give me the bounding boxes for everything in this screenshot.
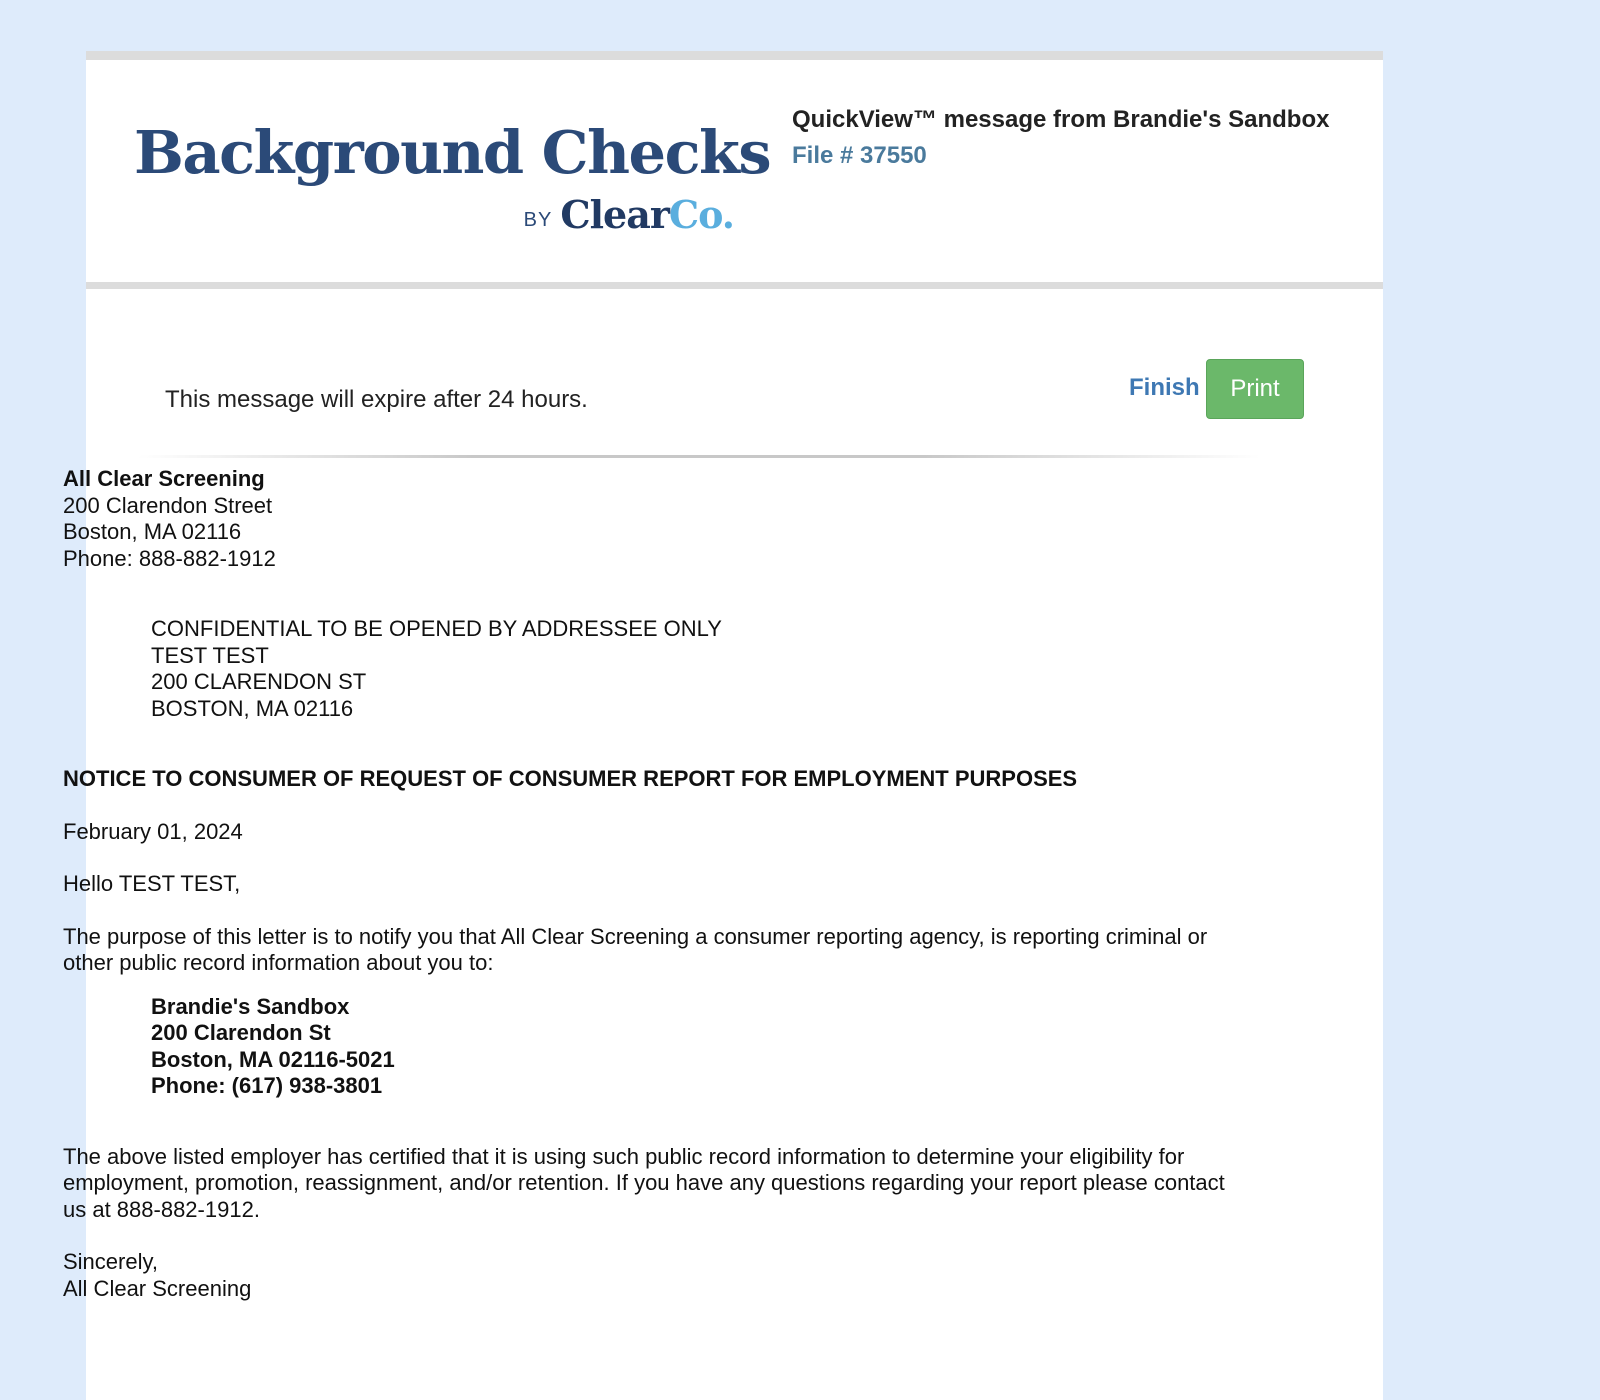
sender-name: All Clear Screening (63, 466, 265, 491)
logo-byline (524, 192, 734, 237)
sender-phone: Phone: 888-882-1912 (63, 545, 276, 571)
message-header (86, 60, 1383, 282)
confidential-label: CONFIDENTIAL TO BE OPENED BY ADDRESSEE ONLY (151, 616, 722, 641)
employer-phone: Phone: (617) 938-3801 (151, 1073, 383, 1098)
letter-body (63, 466, 1238, 1302)
finish-link[interactable]: Finish (1129, 374, 1200, 401)
recipient-address (63, 616, 1238, 722)
company-logo (134, 118, 771, 238)
divider (138, 455, 1260, 458)
employer-address (63, 994, 1238, 1100)
recipient-name: TEST TEST (151, 642, 269, 668)
employer-street: 200 Clarendon St (151, 1020, 331, 1045)
quickview-title: QuickView™ message from Brandie's Sandbox (792, 106, 1330, 133)
header-divider (86, 282, 1383, 289)
greeting: Hello TEST TEST, (63, 871, 241, 896)
action-bar (86, 289, 1383, 464)
signature: All Clear Screening (63, 1275, 252, 1301)
sender-city: Boston, MA 02116 (63, 519, 242, 544)
file-number: File # 37550 (792, 142, 927, 169)
sender-street: 200 Clarendon Street (63, 492, 273, 518)
paragraph-purpose: The purpose of this letter is to notify you that All Clear Screening a consumer reporting agency, is reporting criminal or other public record information about you to: (63, 923, 1208, 975)
employer-name: Brandie's Sandbox (151, 993, 350, 1019)
letter-date: February 01, 2024 (63, 818, 243, 844)
logo-clear: Clear (560, 192, 669, 237)
logo-by: BY (523, 209, 553, 231)
recipient-street: 200 CLARENDON ST (151, 669, 367, 694)
print-button[interactable]: Print (1206, 359, 1304, 419)
logo-title: Background Checks (134, 118, 771, 187)
closing: Sincerely, (63, 1249, 158, 1274)
recipient-city: BOSTON, MA 02116 (151, 695, 354, 721)
sender-address (63, 466, 1238, 572)
notice-title: NOTICE TO CONSUMER OF REQUEST OF CONSUMER REPORT FOR EMPLOYMENT PURPOSES (63, 766, 1078, 791)
employer-city: Boston, MA 02116-5021 (151, 1046, 395, 1072)
paragraph-certification: The above listed employer has certified that it is using such public record information to determine your eligibility for employment, promotion, reassignment, and/or retention. If you have any questions regarding your report please contact us at 888-882-1912. (63, 1143, 1225, 1222)
expiry-notice: This message will expire after 24 hours. (165, 386, 588, 413)
logo-co: Co. (668, 192, 734, 237)
